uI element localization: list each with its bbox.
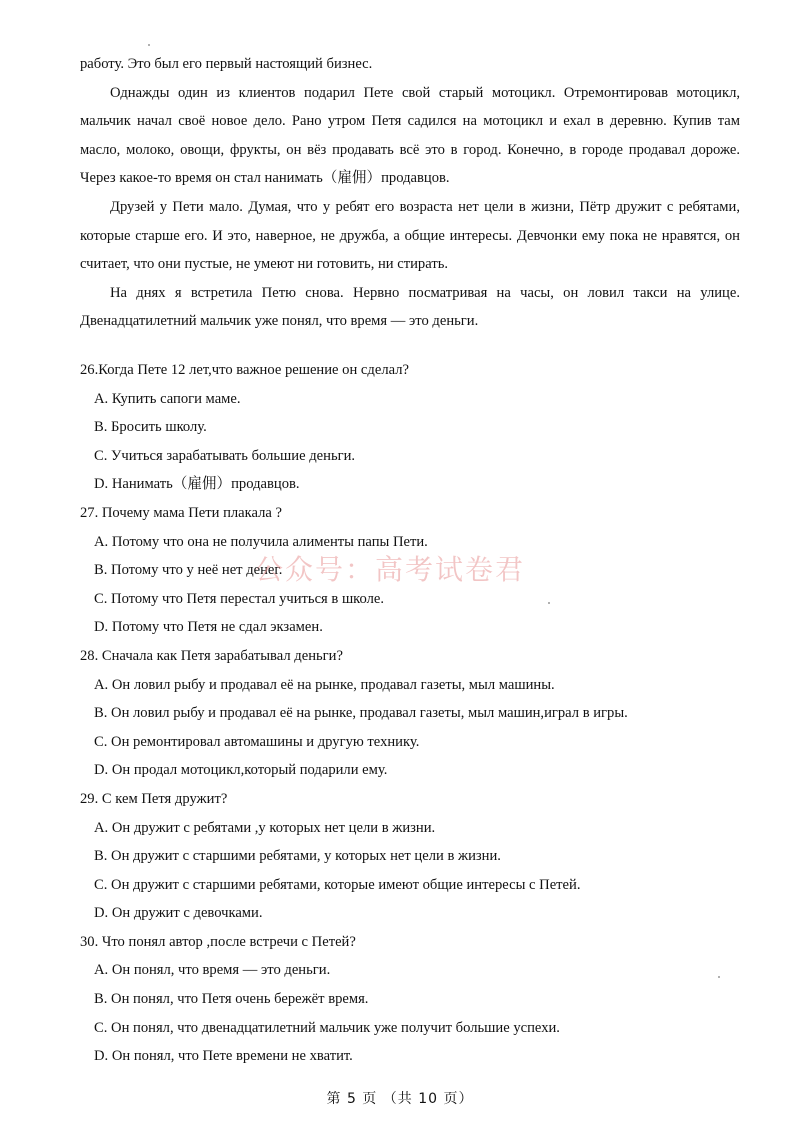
option-a: A. Он дружит с ребятами ,у которых нет цели в жизни. bbox=[94, 819, 436, 836]
scan-speck bbox=[718, 976, 720, 978]
question-28 bbox=[80, 642, 740, 785]
option-a: A. Потому что она не получила алименты папы Пети. bbox=[94, 533, 428, 550]
option-d: D. Он продал мотоцикл,который подарили ему. bbox=[94, 762, 388, 779]
option-b: B. Он понял, что Петя очень бережёт время. bbox=[94, 991, 369, 1008]
passage-paragraph: На днях я встретила Петю снова. Нервно посматривая на часы, он ловил такси на улице. Двенадцатилетний мальчик уже понял, что время — это деньги. bbox=[80, 284, 740, 330]
option-c: C. Он понял, что двенадцатилетний мальчик уже получит большие успехи. bbox=[94, 1019, 560, 1036]
option-c: C. Потому что Петя перестал учиться в школе. bbox=[94, 590, 385, 607]
question-stem: 30. Что понял автор ,после встречи с Петей? bbox=[80, 933, 356, 950]
option-b: B. Бросить школу. bbox=[94, 419, 207, 436]
option-b: B. Потому что у неё нет денег. bbox=[94, 562, 283, 579]
question-list bbox=[80, 356, 740, 1071]
question-stem: 28. Сначала как Петя зарабатывал деньги? bbox=[80, 647, 343, 664]
page-number-footer: 第 5 页 （共 10 页） bbox=[326, 1091, 474, 1107]
passage-paragraph: Однажды один из клиентов подарил Пете свой старый мотоцикл. Отремонтировав мотоцикл, мальчик начал своё новое дело. Рано утром Петя садился на мотоцикл и ехал в деревню. Купив там масло, молоко, овощи, фрукты, он вёз продавать всё это в город. Конечно, в городе продавал дороже. Через какое-то время он стал нанимать（雇佣）продавцов. bbox=[80, 84, 740, 187]
option-d: D. Потому что Петя не сдал экзамен. bbox=[94, 619, 323, 636]
question-29 bbox=[80, 785, 740, 928]
option-b: B. Он ловил рыбу и продавал её на рынке, продавал газеты, мыл машин,играл в игры. bbox=[94, 705, 628, 722]
option-d: D. Он дружит с девочками. bbox=[94, 905, 263, 922]
watermark: 公众号：高考试卷君 bbox=[255, 553, 526, 586]
option-c: C. Он ремонтировал автомашины и другую технику. bbox=[94, 733, 420, 750]
option-a: A. Купить сапоги маме. bbox=[94, 390, 241, 407]
option-a: A. Он ловил рыбу и продавал её на рынке, продавал газеты, мыл машины. bbox=[94, 676, 555, 693]
reading-passage bbox=[80, 50, 740, 336]
question-27 bbox=[80, 499, 740, 642]
scan-speck bbox=[148, 44, 150, 46]
option-d: D. Нанимать（雇佣）продавцов. bbox=[94, 476, 300, 493]
question-stem: 27. Почему мама Пети плакала ? bbox=[80, 504, 283, 521]
question-stem: 29. С кем Петя дружит? bbox=[80, 790, 228, 807]
scan-speck bbox=[548, 602, 550, 604]
passage-paragraph: работу. Это был его первый настоящий бизнес. bbox=[80, 56, 373, 72]
option-d: D. Он понял, что Пете времени не хватит. bbox=[94, 1048, 353, 1065]
passage-paragraph: Друзей у Пети мало. Думая, что у ребят его возраста нет цели в жизни, Пётр дружит с ребятами, которые старше его. И это, наверное, не дружба, а общие интересы. Девчонки ему пока не нравятся, он считает, что они пустые, не умеют ни готовить, ни стирать. bbox=[80, 198, 740, 273]
option-b: B. Он дружит с старшими ребятами, у которых нет цели в жизни. bbox=[94, 848, 501, 865]
question-stem: 26.Когда Пете 12 лет,что важное решение он сделал? bbox=[80, 362, 409, 378]
question-30 bbox=[80, 928, 740, 1071]
question-26 bbox=[80, 356, 740, 499]
option-a: A. Он понял, что время — это деньги. bbox=[94, 962, 331, 979]
option-c: C. Он дружит с старшими ребятами, которые имеют общие интересы с Петей. bbox=[94, 876, 581, 893]
option-c: C. Учиться зарабатывать большие деньги. bbox=[94, 447, 356, 464]
